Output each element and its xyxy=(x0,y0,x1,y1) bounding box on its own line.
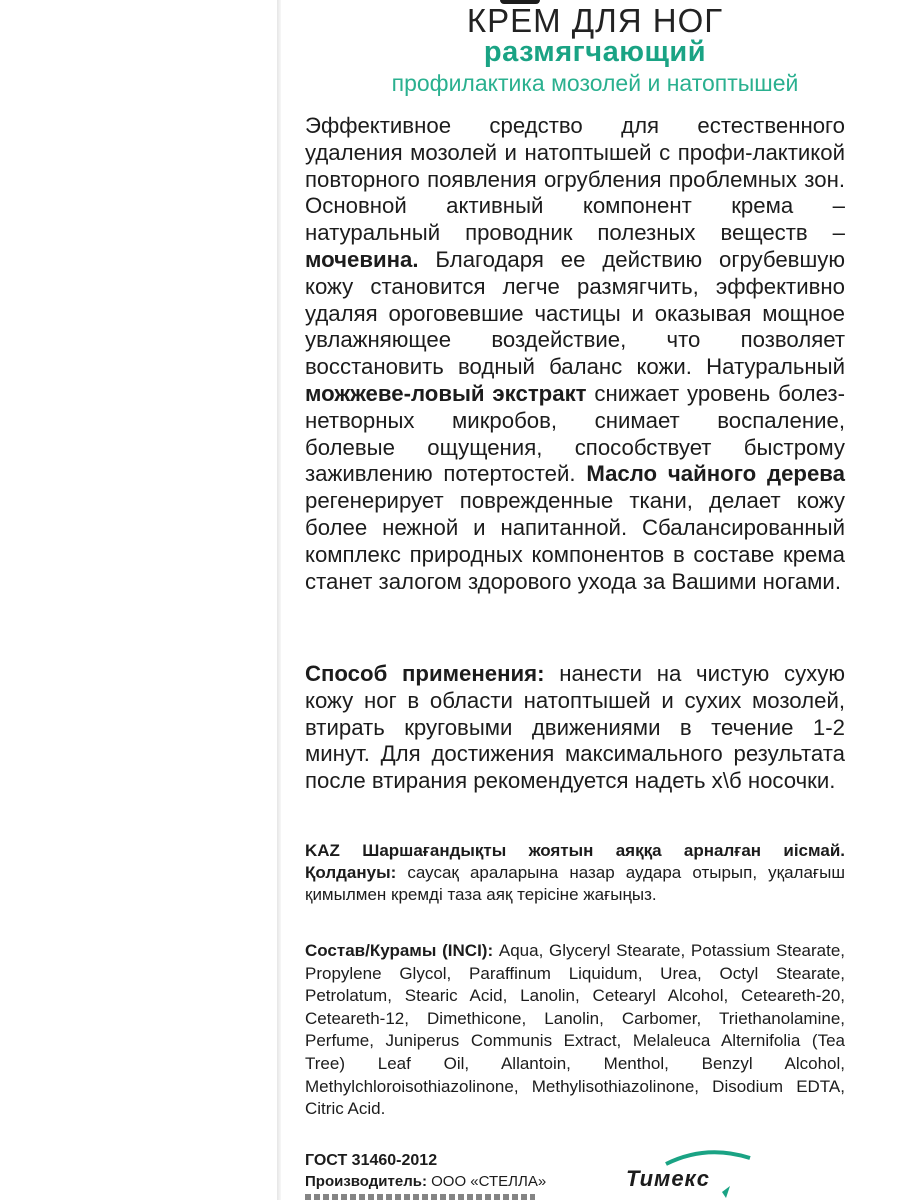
description-bold-juniper: можжеве-ловый экстракт xyxy=(305,380,587,406)
product-subtitle: размягчающий xyxy=(483,36,707,68)
description-text-3: снижает уровень болез-нетворных микробов, снимает воспаление, болевые ощущения, способствует быстрому заживлению потертостей. xyxy=(305,380,845,487)
composition-text: Aqua, Glyceryl Stearate, Potassium Stearate, Propylene Glycol, Paraffinum Liquidum, Urea, Octyl Stearate, Petrolatum, Stearic Acid, Lanolin, Cetearyl Alcohol, Ceteareth-20, Ceteareth-12, Dimethicone, Lanolin, Carbomer, Triethanolamine, Perfume, Juniperus Communis Extract, Melaleuca Alternifolia (Tea Tree) Leaf Oil, Allantoin, Menthol, Benzyl Alcohol, Methylchloroisothiazolinone, Methylisothiazolinone, Disodium EDTA, Citric Acid. xyxy=(305,941,846,1119)
description-bold-tea-tree: Масло чайного дерева xyxy=(586,461,845,487)
clipped-text-line xyxy=(305,1194,535,1200)
description-text-2: Благодаря ее действию огрубевшую кожу становится легче размягчить, эффективно удаляя ороговевшие частицы и оказывая мощное увлажняющее воздействие, что позволяет восстановить водный баланс кожи. Натуральный xyxy=(305,246,845,380)
manufacturer-label: Производитель: xyxy=(305,1173,427,1190)
logo-text: Тимекс xyxy=(626,1166,710,1191)
description-paragraph xyxy=(305,113,845,595)
timex-logo xyxy=(626,1148,761,1200)
usage-paragraph xyxy=(305,661,845,795)
description-text-4: регенерирует поврежденные ткани, делает кожу более нежной и напитанной. Сбалансированный комплекс природных компонентов в составе крема станет залогом здорового ухода за Вашими ногами. xyxy=(305,488,845,594)
kazakh-paragraph xyxy=(305,840,845,906)
usage-text: нанести на чистую сухую кожу ног в области натоптышей и сухих мозолей, втирать круговыми движениями в течение 1-2 минут. Для достижения максимального результата после втирания рекомендуется надеть х\б носочки. xyxy=(305,661,845,794)
composition-paragraph xyxy=(305,940,845,1121)
kazakh-label: KAZ Шаршағандықты жоятын аяққа арналған иісмай. Қолдануы: xyxy=(305,841,845,882)
product-title: КРЕМ ДЛЯ НОГ xyxy=(466,2,724,39)
composition-label: Состав/Курамы (INCI): xyxy=(305,941,494,960)
gost-standard: ГОСТ 31460-2012 xyxy=(305,1152,438,1169)
left-edge-shadow xyxy=(277,0,281,1200)
description-bold-urea: мочевина. xyxy=(305,246,419,272)
manufacturer-line xyxy=(305,1173,546,1190)
manufacturer-value: ООО «СТЕЛЛА» xyxy=(426,1173,547,1190)
product-tagline: профилактика мозолей и натоптышей xyxy=(391,70,799,96)
description-text-1: Эффективное средство для естественного удаления мозолей и натоптышей с профи-лактикой повторного появления огрубления проблемных зон. Основной активный компонент крема – натуральный проводник полезных веществ – xyxy=(305,113,845,246)
usage-label: Способ применения: xyxy=(305,661,545,686)
kazakh-text: саусақ араларына назар аудара отырып, уқалағыш қимылмен кремді таза аяқ терісіне жағыңыз. xyxy=(305,863,845,904)
